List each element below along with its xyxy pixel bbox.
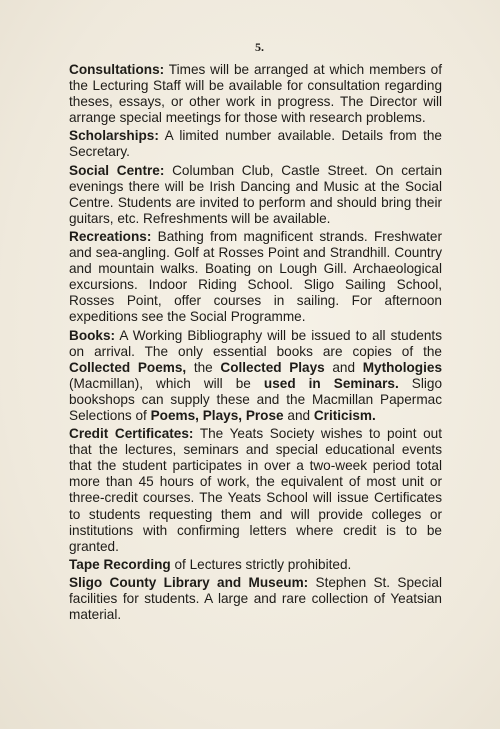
entry-heading: Social Centre: <box>69 162 165 178</box>
entry-text: Times will be arranged at which members of the Lecturing Staff will be available for consultation regarding theses, essays, or other work in progress. The Director will arrange special meetings for those with research problems. <box>69 62 442 126</box>
entry-heading: Books: <box>69 327 116 343</box>
entry-tape-recording <box>69 557 442 573</box>
book-title: Mythologies <box>362 359 443 375</box>
entry-heading: Sligo County Library and Museum: <box>69 574 309 590</box>
book-title: Collected Poems, <box>69 359 187 375</box>
book-title: Criticism. <box>313 407 376 423</box>
emphasis: used in Seminars. <box>263 375 399 391</box>
entry-library <box>69 575 442 623</box>
entry-text: Stephen St. Special facilities for students. A large and rare collection of Yeatsian material. <box>69 574 442 623</box>
entry-text: Sligo bookshops can supply these and the Macmillan Papermac Selections of <box>69 375 443 423</box>
entry-text: and <box>283 407 314 423</box>
entry-heading: Tape Recording <box>69 556 171 572</box>
page-number: 5. <box>255 40 264 54</box>
entry-text: and <box>324 359 363 375</box>
book-title: Collected Plays <box>220 359 325 375</box>
entry-text: Bathing from magnificent strands. Freshwater and sea-angling. Golf at Rosses Point and Strandhill. Country and mountain walks. Boating on Lough Gill. Archaeological excursions. Indoor Riding School. Sligo Sailing School, Rosses Point, offer courses in sailing. For afternoon expeditions see the Social Programme. <box>69 228 442 325</box>
entry-text: Columban Club, Castle Street. On certain evenings there will be Irish Dancing and Music at the Social Centre. Students are invited to perform and should bring their guitars, etc. Refreshments will be available. <box>69 162 443 226</box>
entry-heading: Scholarships: <box>69 128 159 144</box>
entry-heading: Recreations: <box>69 228 152 244</box>
entry-text: the <box>186 359 221 375</box>
entry-text: A limited number available. Details from the Secretary. <box>69 128 442 160</box>
entry-consultations <box>69 62 442 126</box>
entry-text: (Macmillan), which will be <box>69 375 264 391</box>
entry-recreations <box>69 229 442 326</box>
entry-scholarships <box>69 128 442 160</box>
entry-text: of Lectures strictly prohibited. <box>170 556 352 572</box>
entry-text: A Working Bibliography will be issued to all students on arrival. The only essential books are copies of the <box>69 327 442 359</box>
entry-heading: Credit Certificates: <box>69 426 194 442</box>
entry-books <box>69 328 442 425</box>
entry-social-centre <box>69 163 442 227</box>
entry-heading: Consultations: <box>69 62 165 77</box>
entry-text: The Yeats Society wishes to point out that the lectures, seminars and special educational events that the student participates in over a two-week period total more than 45 hours of work, the equivalent of most unit or three-credit courses. The Yeats School will issue Certificates to students requesting them and will provide colleges or institutions with confirming letters where credit is to be granted. <box>69 426 442 554</box>
book-title: Poems, Plays, Prose <box>150 407 284 423</box>
entry-credit-certificates <box>69 426 442 555</box>
